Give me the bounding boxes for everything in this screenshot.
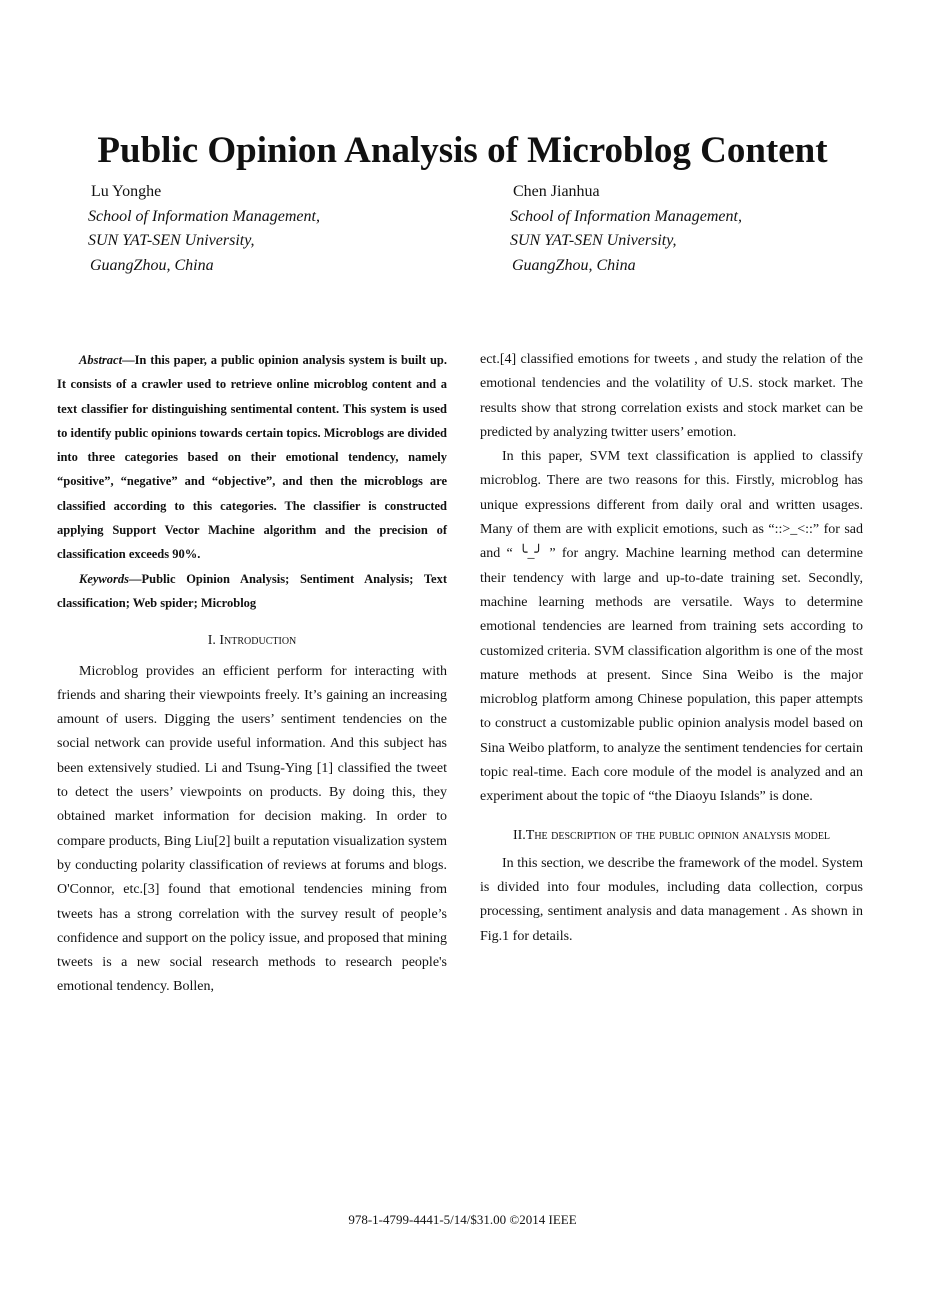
section-heading-description (490, 824, 853, 848)
keywords-label: Keywords (79, 571, 129, 586)
section-number: II. (512, 827, 526, 843)
author-univ: SUN YAT-SEN University, (88, 232, 255, 249)
abstract-text: —In this paper, a public opinion analysis system is built up. It consists of a crawler used to retrieve online microblog content and a text classifier for distinguishing sentimental content. This system is used to identify public opinions towards certain topics. Microblogs are divided into three categories based on their emotional tendency, namely “positive”, “negative” and “objective”, and then the microblogs are classified according to this categories. The classifier is constructed applying Support Vector Machine algorithm and the precision of classification exceeds 90%. (57, 353, 447, 562)
section-title: The description of the public opinion analysis model (525, 827, 831, 843)
paragraph: In this paper, SVM text classification is applied to classify microblog. There are two reasons for this. Firstly, microblog has unique expressions different from daily oral and written usages. Many of them are with explicit emotions, such as “::>_<::” for sad and “ ╰_╯ ” for angry. Machine learning method can determine their tendency with large and up-to-date training set. Secondly, machine learning methods are versatile. Ways to determine emotional tendencies are learned from training sets according to customized criteria. SVM classification algorithm is one of the most mature methods at present. Since Sina Weibo is the major microblog platform among Chinese population, this paper attempts to construct a customizable public opinion analysis model based on Sina Weibo platform, to analyze the sentiment tendencies for certain topic real-time. Each core module of the model is analyzed and an experiment about the topic of “the Diaoyu Islands” is done. (480, 449, 863, 805)
keywords (57, 567, 447, 616)
paragraph: In this section, we describe the framework of the model. System is divided into four modules, including data collection, corpus processing, sentiment analysis and data management . As shown in Fig.1 for details. (480, 855, 863, 944)
paragraph: Microblog provides an efficient perform for interacting with friends and sharing their viewpoints freely. It’s gaining an increasing amount of users. Digging the users’ sentiment tendencies on the social network can provide useful information. And this subject has been extensively studied. Li and Tsung-Ying [1] classified the tweet to detect the users’ viewpoints on products. By doing this, they obtained market information for decision making. In order to compare products, Bing Liu[2] built a reputation visualization system by conducting polarity classification of reviews at forums and blogs. O'Connor, etc.[3] found that emotional tendencies mining from tweets has a strong correlation with the survey result of people’s confidence and support on the policy issue, and proposed that mining tweets is a new social research methods to research people's emotional tendency. Bollen, (57, 663, 447, 995)
author-dept: School of Information Management, (510, 207, 742, 225)
author-univ: SUN YAT-SEN University, (510, 232, 677, 249)
section-heading-introduction (57, 629, 447, 653)
author-block-1 (88, 180, 320, 278)
left-column (57, 348, 447, 1000)
right-column (480, 348, 863, 949)
section-title: Introduction (219, 633, 297, 649)
paragraph: ect.[4] classified emotions for tweets , and study the relation of the emotional tendencies and the volatility of U.S. stock market. The results show that strong correlation exists and stock market can be predicted by analyzing twitter users’ emotion. (480, 352, 863, 440)
copyright-footer: 978-1-4799-4441-5/14/$31.00 ©2014 IEEE (348, 1212, 577, 1227)
author-name: Lu Yonghe (91, 183, 162, 200)
abstract (57, 348, 447, 567)
author-block-2 (510, 180, 742, 278)
keywords-text: —Public Opinion Analysis; Sentiment Analysis; Text classification; Web spider; Microblog (57, 571, 447, 610)
paper-title: Public Opinion Analysis of Microblog Content (97, 130, 828, 171)
author-dept: School of Information Management, (88, 207, 320, 225)
author-city: GuangZhou, China (90, 256, 214, 274)
author-name: Chen Jianhua (513, 183, 600, 200)
section-number: I. (207, 633, 220, 649)
abstract-label: Abstract (79, 353, 123, 367)
author-city: GuangZhou, China (512, 256, 636, 274)
